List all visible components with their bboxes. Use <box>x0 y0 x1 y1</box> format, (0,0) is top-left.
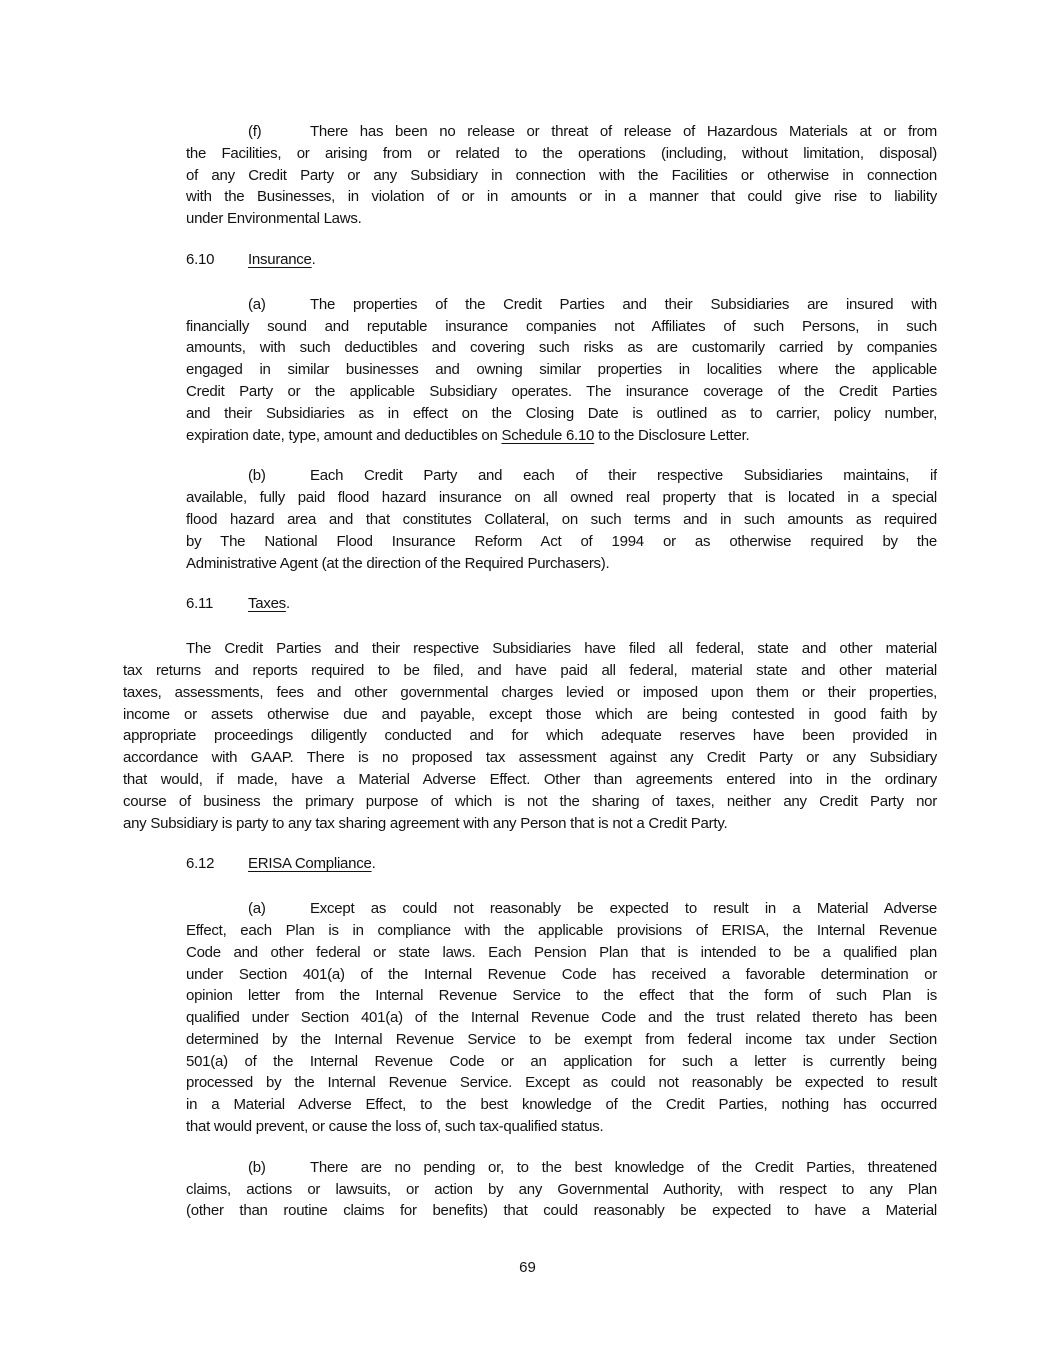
paragraph-6-12-b <box>186 1157 937 1222</box>
text-line: available, fully paid flood hazard insurance on all owned real property that is located in a special <box>186 489 937 507</box>
text-line: qualified under Section 401(a) of the Internal Revenue Code and the trust related thereto has been <box>186 1009 937 1027</box>
text-line <box>186 465 937 487</box>
text-line: determined by the Internal Revenue Service to be exempt from federal income tax under Section <box>186 1030 937 1048</box>
text-line: amounts, with such deductibles and covering such risks as are customarily carried by companies <box>186 339 937 357</box>
text-line: accordance with GAAP. There is no proposed tax assessment against any Credit Party or any Subsidiary <box>123 749 937 767</box>
text-line: Administrative Agent (at the direction of the Required Purchasers). <box>186 554 610 572</box>
paragraph-label: (a) <box>248 295 266 313</box>
text-line: opinion letter from the Internal Revenue Service to the effect that the form of such Plan is <box>186 987 937 1005</box>
text-line: any Subsidiary is party to any tax sharing agreement with any Person that is not a Credit Party. <box>123 814 728 832</box>
text-line: that would, if made, have a Material Adverse Effect. Other than agreements entered into in the ordinary <box>123 770 937 788</box>
text-segment: Except as could not reasonably be expected to result in a Material Adverse <box>310 900 937 918</box>
section-number: 6.11 <box>186 595 214 613</box>
text-line <box>186 1157 937 1179</box>
text-line <box>186 425 937 447</box>
text-line <box>186 898 937 920</box>
section-title-suffix: . <box>285 595 290 613</box>
text-line: income or assets otherwise due and payable, except those which are being contested in good faith by <box>123 705 937 723</box>
text-segment: The properties of the Credit Parties and their Subsidiaries are insured with <box>310 295 937 313</box>
paragraph-6-10-b <box>186 465 937 574</box>
section-title-suffix: . <box>371 855 376 873</box>
paragraph-6-12-a <box>186 898 937 1138</box>
section-heading-6-10 <box>186 249 937 271</box>
text-segment: to the Disclosure Letter. <box>594 426 750 444</box>
text-line: with the Businesses, in violation of or in amounts or in a manner that could give rise to liability <box>186 188 937 206</box>
section-title: ERISA Compliance <box>248 855 372 873</box>
text-line: appropriate proceedings diligently conducted and for which adequate reserves have been provided in <box>123 727 937 745</box>
text-line: course of business the primary purpose of which is not the sharing of taxes, neither any Credit Party nor <box>123 792 937 810</box>
section-number: 6.10 <box>186 250 215 268</box>
text-line <box>186 121 937 143</box>
text-line: (other than routine claims for benefits) that could reasonably be expected to have a Material <box>186 1202 937 1220</box>
text-line: Credit Party or the applicable Subsidiary operates. The insurance coverage of the Credit Parties <box>186 382 937 400</box>
text-line: flood hazard area and that constitutes Collateral, on such terms and in such amounts as required <box>186 510 937 528</box>
text-line: Effect, each Plan is in compliance with the applicable provisions of ERISA, the Internal Revenue <box>186 921 937 939</box>
text-line <box>186 294 937 316</box>
paragraph-6-10-a <box>186 294 937 447</box>
text-line: under Environmental Laws. <box>186 210 362 228</box>
text-line: in a Material Adverse Effect, to the best knowledge of the Credit Parties, nothing has occurred <box>186 1096 937 1114</box>
text-line: processed by the Internal Revenue Service. Except as could not reasonably be expected to result <box>186 1074 937 1092</box>
text-segment: expiration date, type, amount and deductibles on <box>186 426 502 444</box>
text-line: financially sound and reputable insurance companies not Affiliates of such Persons, in such <box>186 317 937 335</box>
text-line: of any Credit Party or any Subsidiary in connection with the Facilities or otherwise in connection <box>186 166 937 184</box>
section-title: Taxes <box>248 595 286 613</box>
section-title-suffix: . <box>311 250 316 268</box>
text-line: the Facilities, or arising from or related to the operations (including, without limitation, disposal) <box>186 144 937 162</box>
text-line: engaged in similar businesses and owning similar properties in localities where the applicable <box>186 361 937 379</box>
text-line: Code and other federal or state laws. Each Pension Plan that is intended to be a qualified plan <box>186 943 937 961</box>
section-number: 6.12 <box>186 855 215 873</box>
page-number: 69 <box>519 1259 536 1276</box>
text-line: and their Subsidiaries as in effect on the Closing Date is outlined as to carrier, policy number, <box>186 404 937 422</box>
text-line: by The National Flood Insurance Reform Act of 1994 or as otherwise required by the <box>186 532 937 550</box>
paragraph-label: (f) <box>248 123 262 140</box>
document-content <box>123 121 937 1241</box>
text-line: that would prevent, or cause the loss of, such tax-qualified status. <box>186 1118 604 1136</box>
schedule-reference: Schedule 6.10 <box>501 426 595 444</box>
paragraph-label: (a) <box>248 900 266 918</box>
section-heading-6-12 <box>186 853 937 875</box>
paragraph-label: (b) <box>248 1158 266 1176</box>
text-line: under Section 401(a) of the Internal Revenue Code has received a favorable determination or <box>186 965 937 983</box>
section-heading-6-11 <box>186 593 937 615</box>
paragraph-6-11 <box>123 638 937 834</box>
text-line: 501(a) of the Internal Revenue Code or an application for such a letter is currently being <box>186 1052 937 1070</box>
section-title: Insurance <box>248 250 312 268</box>
text-line: taxes, assessments, fees and other governmental charges levied or imposed upon them or their properties, <box>123 683 937 701</box>
text-segment: There are no pending or, to the best knowledge of the Credit Parties, threatened <box>310 1158 937 1176</box>
paragraph-label: (b) <box>248 467 266 485</box>
text-line: The Credit Parties and their respective Subsidiaries have filed all federal, state and other material <box>186 640 937 658</box>
paragraph-f <box>186 121 937 230</box>
text-segment: Each Credit Party and each of their respective Subsidiaries maintains, if <box>310 467 937 485</box>
text-line: claims, actions or lawsuits, or action by any Governmental Authority, with respect to any Plan <box>186 1180 937 1198</box>
text-segment: There has been no release or threat of release of Hazardous Materials at or from <box>310 123 937 140</box>
text-line: tax returns and reports required to be filed, and have paid all federal, material state and other material <box>123 661 937 679</box>
